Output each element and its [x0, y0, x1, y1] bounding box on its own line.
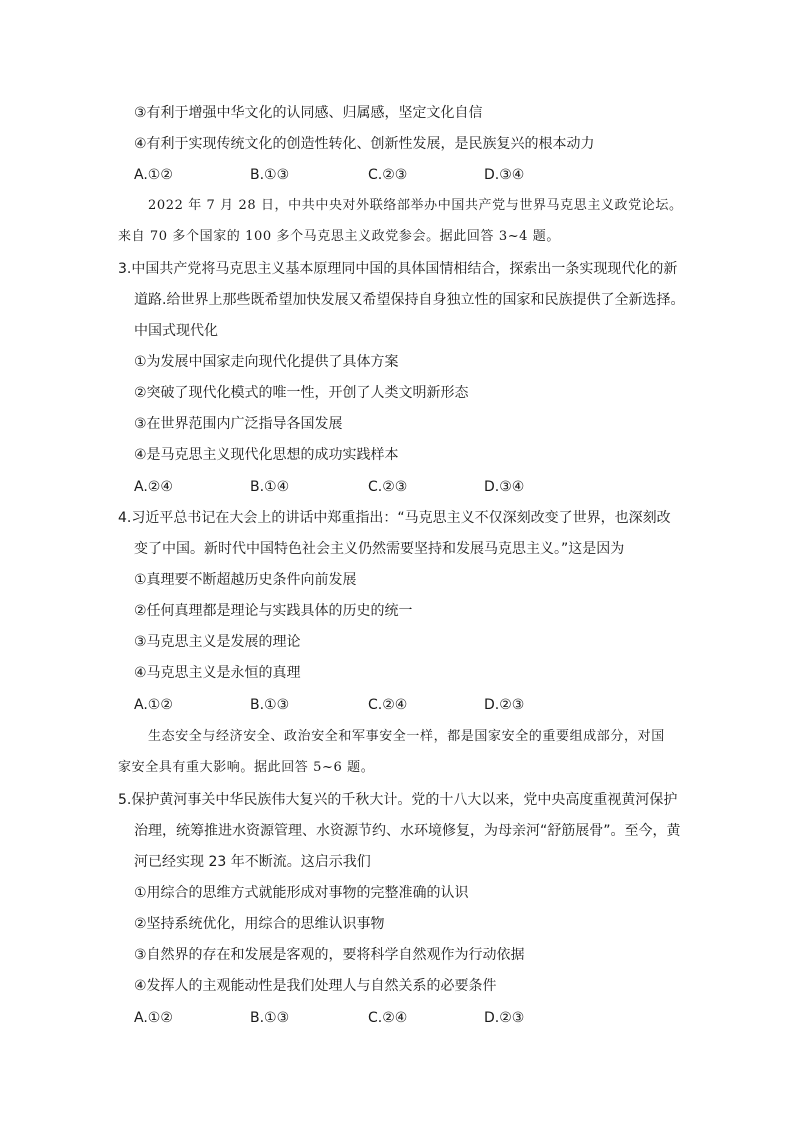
statement-4: ④马克思主义是永恒的真理	[134, 665, 301, 681]
statement-3: ③在世界范围内广泛指导各国发展	[134, 416, 343, 432]
statement-1: ①为发展中国家走向现代化提供了具体方案	[134, 354, 399, 370]
intro-paragraph-line: 家安全具有重大影响。据此回答 5~6 题。	[118, 760, 375, 775]
question-5-stem: 5.保护黄河事关中华民族伟大复兴的千秋大计。党的十八大以来，党中央高度重视黄河保护	[118, 792, 678, 808]
option-d: D.②③	[484, 1010, 525, 1026]
statement-1: ①真理要不断超越历史条件向前发展	[134, 572, 357, 588]
intro-paragraph-line: 来自 70 多个国家的 100 多个马克思主义政党参会。据此回答 3~4 题。	[118, 229, 560, 244]
statement-3: ③自然界的存在和发展是客观的，要将科学自然观作为行动依据	[134, 947, 525, 963]
option-a: A.①②	[134, 167, 173, 183]
question-4-stem: 变了中国。新时代中国特色社会主义仍然需要坚持和发展马克思主义。”这是因为	[134, 541, 625, 557]
statement-2: ②突破了现代化模式的唯一性，开创了人类文明新形态	[134, 385, 469, 401]
intro-paragraph-line: 2022 年 7 月 28 日，中共中央对外联络部举办中国共产党与世界马克思主义政党论坛。	[148, 198, 683, 213]
statement-2: ②坚持系统优化，用综合的思维认识事物	[134, 916, 385, 932]
option-c: C.②④	[368, 697, 408, 713]
option-b: B.①③	[250, 697, 290, 713]
statement-3: ③有利于增强中华文化的认同感、归属感，坚定文化自信	[134, 105, 483, 121]
option-b: B.①④	[250, 479, 290, 495]
statement-4: ④发挥人的主观能动性是我们处理人与自然关系的必要条件	[134, 978, 497, 994]
statement-1: ①用综合的思维方式就能形成对事物的完整准确的认识	[134, 885, 469, 901]
statement-2: ②任何真理都是理论与实践具体的历史的统一	[134, 603, 413, 619]
question-4-stem: 4.习近平总书记在大会上的讲话中郑重指出：“马克思主义不仅深刻改变了世界，也深刻改	[118, 510, 671, 526]
option-c: C.②④	[368, 1010, 408, 1026]
statement-4: ④是马克思主义现代化思想的成功实践样本	[134, 447, 399, 463]
question-3-stem: 3.中国共产党将马克思主义基本原理同中国的具体国情相结合，探索出一条实现现代化的新	[118, 261, 678, 277]
option-c: C.②③	[368, 167, 408, 183]
question-3-stem: 道路.给世界上那些既希望加快发展又希望保持自身独立性的国家和民族提供了全新选择。	[134, 292, 685, 308]
intro-paragraph-line: 生态安全与经济安全、政治安全和军事安全一样，都是国家安全的重要组成部分，对国	[148, 729, 665, 744]
question-5-stem: 治理，统筹推进水资源管理、水资源节约、水环境修复，为母亲河“舒筋展骨”。至今，黄	[134, 823, 681, 839]
question-5-stem: 河已经实现 23 年不断流。这启示我们	[134, 854, 371, 870]
option-d: D.③④	[484, 479, 525, 495]
statement-4: ④有利于实现传统文化的创造性转化、创新性发展，是民族复兴的根本动力	[134, 136, 595, 152]
option-a: A.②④	[134, 479, 173, 495]
option-d: D.③④	[484, 167, 525, 183]
option-d: D.②③	[484, 697, 525, 713]
statement-3: ③马克思主义是发展的理论	[134, 634, 301, 650]
option-a: A.①②	[134, 697, 173, 713]
question-3-stem: 中国式现代化	[134, 323, 218, 339]
option-c: C.②③	[368, 479, 408, 495]
option-a: A.①②	[134, 1010, 173, 1026]
option-b: B.①③	[250, 167, 290, 183]
option-b: B.①③	[250, 1010, 290, 1026]
